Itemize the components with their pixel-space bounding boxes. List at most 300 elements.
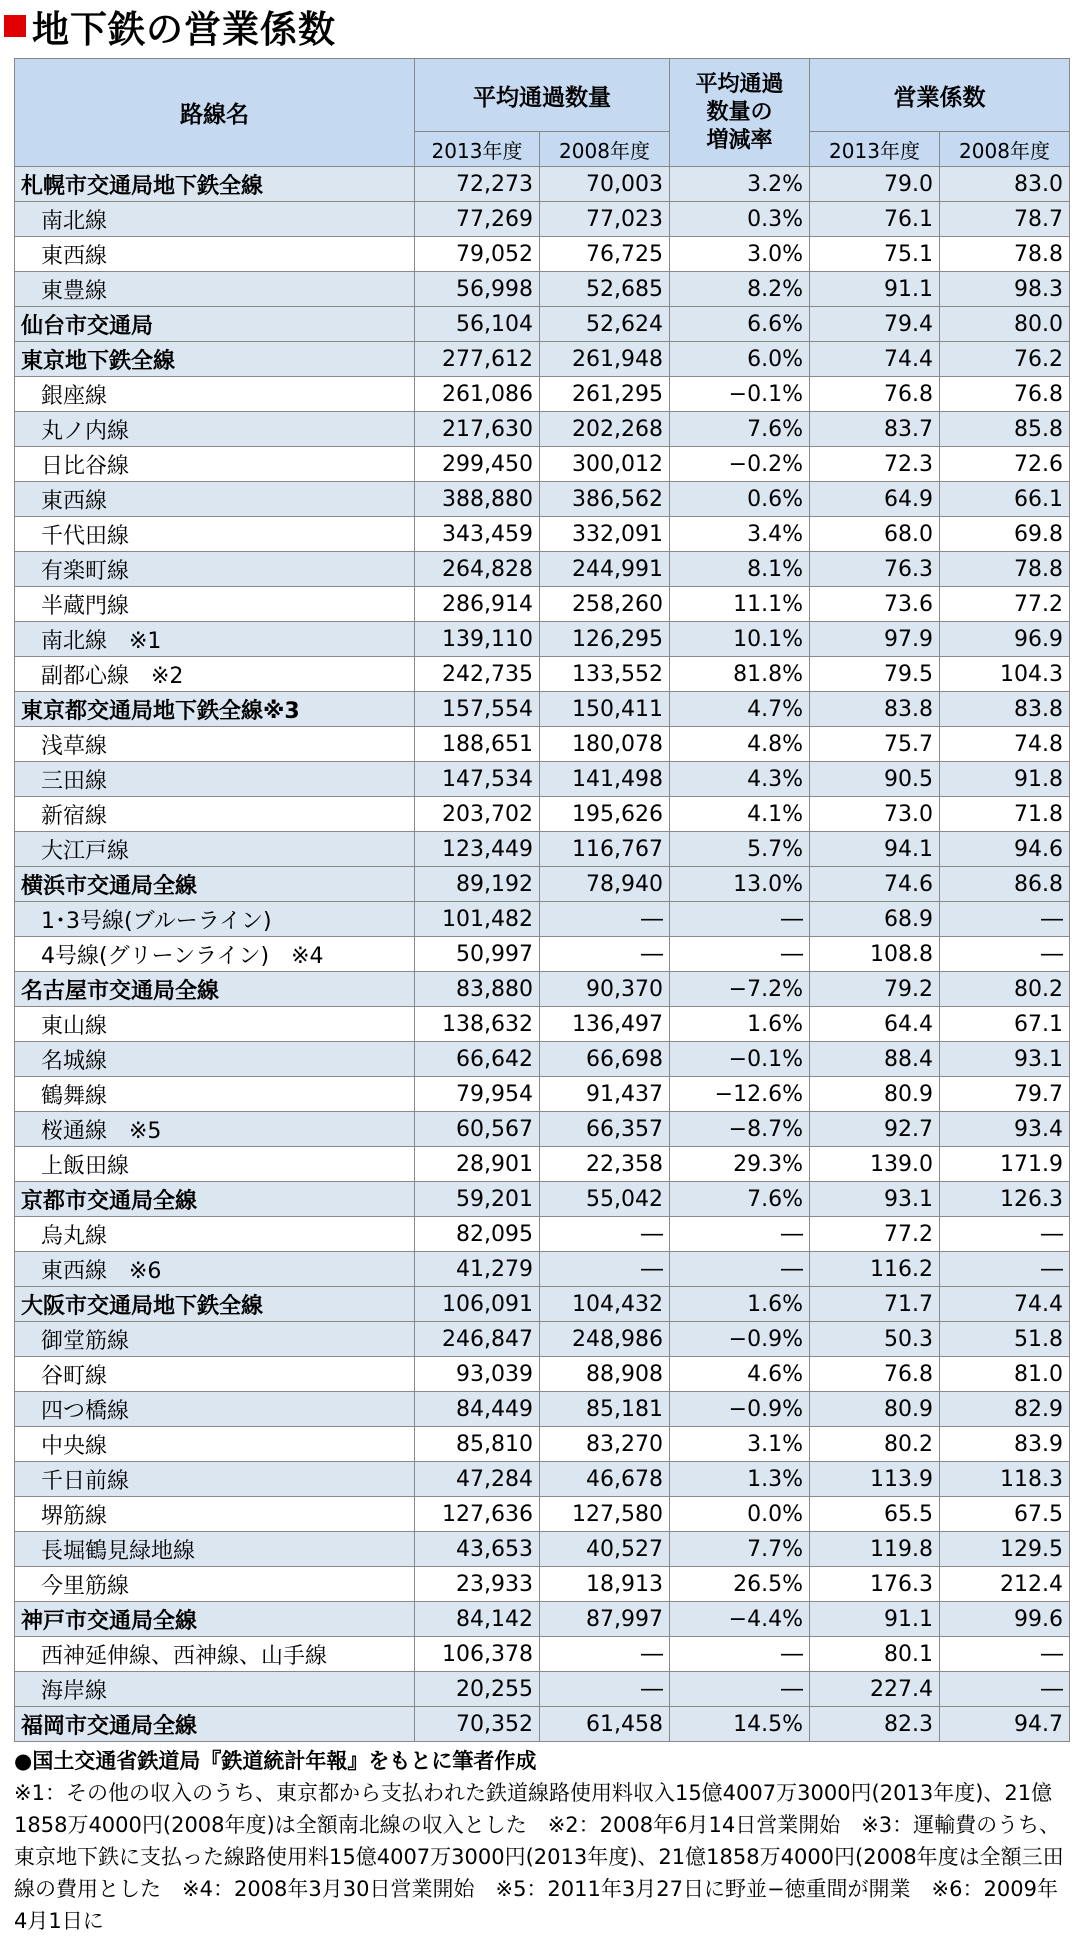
route-name-cell: 三田線: [15, 762, 415, 797]
header-change-rate-l1: 平均通過: [695, 71, 784, 97]
route-name-cell: 浅草線: [15, 727, 415, 762]
ratio-2013-cell: 50.3: [810, 1322, 940, 1357]
ratio-2008-cell: 91.8: [940, 762, 1070, 797]
operating-ratio-table: [14, 58, 1070, 1742]
traffic-2013-cell: 59,201: [415, 1182, 540, 1217]
traffic-2008-cell: ―: [540, 1252, 670, 1287]
route-name-cell: 名城線: [15, 1042, 415, 1077]
ratio-2013-cell: 68.0: [810, 517, 940, 552]
ratio-2008-cell: 118.3: [940, 1462, 1070, 1497]
ratio-2013-cell: 113.9: [810, 1462, 940, 1497]
ratio-2013-cell: 76.1: [810, 202, 940, 237]
table-row: [15, 587, 1070, 622]
traffic-2008-cell: 261,948: [540, 342, 670, 377]
traffic-2008-cell: 88,908: [540, 1357, 670, 1392]
ratio-2008-cell: 76.2: [940, 342, 1070, 377]
table-row: [15, 1602, 1070, 1637]
traffic-2013-cell: 101,482: [415, 902, 540, 937]
traffic-2013-cell: 127,636: [415, 1497, 540, 1532]
ratio-2008-cell: 86.8: [940, 867, 1070, 902]
ratio-2013-cell: 76.3: [810, 552, 940, 587]
table-row: [15, 937, 1070, 972]
route-name-cell: 南北線 ※1: [15, 622, 415, 657]
table-row: [15, 657, 1070, 692]
change-rate-cell: 7.7%: [670, 1532, 810, 1567]
ratio-2008-cell: ―: [940, 1217, 1070, 1252]
ratio-2008-cell: 72.6: [940, 447, 1070, 482]
ratio-2013-cell: 176.3: [810, 1567, 940, 1602]
ratio-2008-cell: 79.7: [940, 1077, 1070, 1112]
route-name-cell: 御堂筋線: [15, 1322, 415, 1357]
ratio-2008-cell: ―: [940, 1672, 1070, 1707]
traffic-2008-cell: 386,562: [540, 482, 670, 517]
route-name-cell: 東京地下鉄全線: [15, 342, 415, 377]
traffic-2013-cell: 83,880: [415, 972, 540, 1007]
table-row: [15, 307, 1070, 342]
table-row: [15, 1217, 1070, 1252]
route-name-cell: 新宿線: [15, 797, 415, 832]
ratio-2008-cell: 80.0: [940, 307, 1070, 342]
route-name-cell: 札幌市交通局地下鉄全線: [15, 167, 415, 202]
ratio-2008-cell: 80.2: [940, 972, 1070, 1007]
ratio-2008-cell: 96.9: [940, 622, 1070, 657]
table-row: [15, 1392, 1070, 1427]
ratio-2013-cell: 80.2: [810, 1427, 940, 1462]
ratio-2008-cell: 94.7: [940, 1707, 1070, 1742]
traffic-2008-cell: 66,698: [540, 1042, 670, 1077]
change-rate-cell: 7.6%: [670, 412, 810, 447]
change-rate-cell: 11.1%: [670, 587, 810, 622]
change-rate-cell: 1.3%: [670, 1462, 810, 1497]
traffic-2008-cell: 261,295: [540, 377, 670, 412]
ratio-2013-cell: 80.9: [810, 1392, 940, 1427]
ratio-2013-cell: 139.0: [810, 1147, 940, 1182]
ratio-2013-cell: 76.8: [810, 1357, 940, 1392]
ratio-2013-cell: 73.0: [810, 797, 940, 832]
table-row: [15, 1462, 1070, 1497]
ratio-2008-cell: 85.8: [940, 412, 1070, 447]
route-name-cell: 上飯田線: [15, 1147, 415, 1182]
ratio-2013-cell: 64.4: [810, 1007, 940, 1042]
table-row: [15, 482, 1070, 517]
traffic-2008-cell: 300,012: [540, 447, 670, 482]
change-rate-cell: 4.7%: [670, 692, 810, 727]
ratio-2008-cell: 67.1: [940, 1007, 1070, 1042]
ratio-2013-cell: 82.3: [810, 1707, 940, 1742]
ratio-2013-cell: 116.2: [810, 1252, 940, 1287]
ratio-2008-cell: ―: [940, 1637, 1070, 1672]
traffic-2013-cell: 70,352: [415, 1707, 540, 1742]
route-name-cell: 海岸線: [15, 1672, 415, 1707]
route-name-cell: 鶴舞線: [15, 1077, 415, 1112]
route-name-cell: 東西線: [15, 482, 415, 517]
route-name-cell: 4号線(グリーンライン) ※4: [15, 937, 415, 972]
table-row: [15, 902, 1070, 937]
traffic-2008-cell: 40,527: [540, 1532, 670, 1567]
change-rate-cell: ―: [670, 1637, 810, 1672]
traffic-2013-cell: 66,642: [415, 1042, 540, 1077]
change-rate-cell: 5.7%: [670, 832, 810, 867]
traffic-2013-cell: 82,095: [415, 1217, 540, 1252]
traffic-2013-cell: 84,142: [415, 1602, 540, 1637]
ratio-2008-cell: ―: [940, 937, 1070, 972]
traffic-2013-cell: 264,828: [415, 552, 540, 587]
traffic-2013-cell: 43,653: [415, 1532, 540, 1567]
table-row: [15, 1077, 1070, 1112]
route-name-cell: 今里筋線: [15, 1567, 415, 1602]
traffic-2008-cell: 52,624: [540, 307, 670, 342]
traffic-2013-cell: 106,091: [415, 1287, 540, 1322]
ratio-2008-cell: 212.4: [940, 1567, 1070, 1602]
route-name-cell: 仙台市交通局: [15, 307, 415, 342]
traffic-2008-cell: 116,767: [540, 832, 670, 867]
traffic-2008-cell: 55,042: [540, 1182, 670, 1217]
traffic-2008-cell: 66,357: [540, 1112, 670, 1147]
table-row: [15, 1322, 1070, 1357]
route-name-cell: 大江戸線: [15, 832, 415, 867]
ratio-2008-cell: 77.2: [940, 587, 1070, 622]
ratio-2008-cell: 74.4: [940, 1287, 1070, 1322]
ratio-2008-cell: 98.3: [940, 272, 1070, 307]
traffic-2013-cell: 20,255: [415, 1672, 540, 1707]
table-row: [15, 1042, 1070, 1077]
ratio-2008-cell: 93.1: [940, 1042, 1070, 1077]
table-row: [15, 552, 1070, 587]
ratio-2008-cell: 171.9: [940, 1147, 1070, 1182]
table-row: [15, 237, 1070, 272]
route-name-cell: 長堀鶴見緑地線: [15, 1532, 415, 1567]
ratio-2008-cell: 74.8: [940, 727, 1070, 762]
change-rate-cell: −0.1%: [670, 1042, 810, 1077]
traffic-2008-cell: ―: [540, 902, 670, 937]
change-rate-cell: −12.6%: [670, 1077, 810, 1112]
ratio-2008-cell: 83.9: [940, 1427, 1070, 1462]
table-row: [15, 1147, 1070, 1182]
traffic-2013-cell: 123,449: [415, 832, 540, 867]
route-name-cell: 横浜市交通局全線: [15, 867, 415, 902]
traffic-2008-cell: 258,260: [540, 587, 670, 622]
change-rate-cell: −0.9%: [670, 1392, 810, 1427]
traffic-2008-cell: 136,497: [540, 1007, 670, 1042]
ratio-2013-cell: 64.9: [810, 482, 940, 517]
traffic-2013-cell: 77,269: [415, 202, 540, 237]
traffic-2013-cell: 50,997: [415, 937, 540, 972]
table-row: [15, 1707, 1070, 1742]
traffic-2013-cell: 28,901: [415, 1147, 540, 1182]
traffic-2013-cell: 106,378: [415, 1637, 540, 1672]
ratio-2008-cell: 83.0: [940, 167, 1070, 202]
change-rate-cell: ―: [670, 937, 810, 972]
traffic-2013-cell: 79,052: [415, 237, 540, 272]
traffic-2008-cell: 180,078: [540, 727, 670, 762]
change-rate-cell: −8.7%: [670, 1112, 810, 1147]
traffic-2013-cell: 47,284: [415, 1462, 540, 1497]
traffic-2013-cell: 203,702: [415, 797, 540, 832]
header-avg-traffic: 平均通過数量: [415, 59, 670, 132]
ratio-2013-cell: 65.5: [810, 1497, 940, 1532]
traffic-2013-cell: 217,630: [415, 412, 540, 447]
ratio-2013-cell: 91.1: [810, 272, 940, 307]
table-row: [15, 1672, 1070, 1707]
table-row: [15, 762, 1070, 797]
header-ratio-2013: 2013年度: [810, 132, 940, 167]
traffic-2008-cell: 78,940: [540, 867, 670, 902]
ratio-2013-cell: 75.7: [810, 727, 940, 762]
traffic-2013-cell: 157,554: [415, 692, 540, 727]
ratio-2013-cell: 97.9: [810, 622, 940, 657]
table-row: [15, 1287, 1070, 1322]
header-route: 路線名: [15, 59, 415, 167]
ratio-2013-cell: 88.4: [810, 1042, 940, 1077]
page-title: [4, 2, 336, 50]
ratio-2008-cell: 69.8: [940, 517, 1070, 552]
route-name-cell: 東豊線: [15, 272, 415, 307]
change-rate-cell: 10.1%: [670, 622, 810, 657]
change-rate-cell: ―: [670, 1252, 810, 1287]
traffic-2008-cell: 104,432: [540, 1287, 670, 1322]
ratio-2008-cell: 82.9: [940, 1392, 1070, 1427]
traffic-2008-cell: ―: [540, 1217, 670, 1252]
ratio-2008-cell: 51.8: [940, 1322, 1070, 1357]
route-name-cell: 名古屋市交通局全線: [15, 972, 415, 1007]
route-name-cell: 半蔵門線: [15, 587, 415, 622]
ratio-2013-cell: 227.4: [810, 1672, 940, 1707]
change-rate-cell: 13.0%: [670, 867, 810, 902]
traffic-2008-cell: 91,437: [540, 1077, 670, 1112]
traffic-2008-cell: 126,295: [540, 622, 670, 657]
ratio-2013-cell: 68.9: [810, 902, 940, 937]
table-row: [15, 272, 1070, 307]
route-name-cell: 桜通線 ※5: [15, 1112, 415, 1147]
route-name-cell: 千代田線: [15, 517, 415, 552]
traffic-2013-cell: 89,192: [415, 867, 540, 902]
ratio-2008-cell: 104.3: [940, 657, 1070, 692]
change-rate-cell: ―: [670, 1672, 810, 1707]
traffic-2008-cell: ―: [540, 937, 670, 972]
route-name-cell: 千日前線: [15, 1462, 415, 1497]
change-rate-cell: 4.1%: [670, 797, 810, 832]
ratio-2013-cell: 119.8: [810, 1532, 940, 1567]
route-name-cell: 大阪市交通局地下鉄全線: [15, 1287, 415, 1322]
change-rate-cell: 29.3%: [670, 1147, 810, 1182]
table-row: [15, 1567, 1070, 1602]
table-row: [15, 412, 1070, 447]
ratio-2013-cell: 108.8: [810, 937, 940, 972]
ratio-2008-cell: ―: [940, 1252, 1070, 1287]
table-row: [15, 832, 1070, 867]
traffic-2008-cell: 22,358: [540, 1147, 670, 1182]
traffic-2013-cell: 23,933: [415, 1567, 540, 1602]
route-name-cell: 副都心線 ※2: [15, 657, 415, 692]
change-rate-cell: 14.5%: [670, 1707, 810, 1742]
table-row: [15, 1252, 1070, 1287]
ratio-2013-cell: 74.6: [810, 867, 940, 902]
ratio-2008-cell: 93.4: [940, 1112, 1070, 1147]
ratio-2013-cell: 91.1: [810, 1602, 940, 1637]
ratio-2008-cell: 78.8: [940, 237, 1070, 272]
ratio-2013-cell: 77.2: [810, 1217, 940, 1252]
ratio-2013-cell: 83.7: [810, 412, 940, 447]
route-name-cell: 堺筋線: [15, 1497, 415, 1532]
table-row: [15, 1497, 1070, 1532]
route-name-cell: 丸ノ内線: [15, 412, 415, 447]
route-name-cell: 中央線: [15, 1427, 415, 1462]
ratio-2013-cell: 75.1: [810, 237, 940, 272]
header-change-rate-l2: 数量の: [706, 99, 773, 125]
traffic-2008-cell: 202,268: [540, 412, 670, 447]
ratio-2008-cell: ―: [940, 902, 1070, 937]
traffic-2008-cell: 76,725: [540, 237, 670, 272]
ratio-2008-cell: 126.3: [940, 1182, 1070, 1217]
traffic-2013-cell: 56,104: [415, 307, 540, 342]
traffic-2008-cell: 87,997: [540, 1602, 670, 1637]
traffic-2013-cell: 41,279: [415, 1252, 540, 1287]
traffic-2008-cell: 85,181: [540, 1392, 670, 1427]
ratio-2013-cell: 73.6: [810, 587, 940, 622]
traffic-2013-cell: 246,847: [415, 1322, 540, 1357]
route-name-cell: 1･3号線(ブルーライン): [15, 902, 415, 937]
ratio-2013-cell: 79.4: [810, 307, 940, 342]
traffic-2013-cell: 72,273: [415, 167, 540, 202]
change-rate-cell: 3.0%: [670, 237, 810, 272]
change-rate-cell: 81.8%: [670, 657, 810, 692]
table-row: [15, 622, 1070, 657]
traffic-2008-cell: 141,498: [540, 762, 670, 797]
traffic-2013-cell: 79,954: [415, 1077, 540, 1112]
traffic-2008-cell: 52,685: [540, 272, 670, 307]
table-row: [15, 867, 1070, 902]
traffic-2013-cell: 93,039: [415, 1357, 540, 1392]
traffic-2013-cell: 188,651: [415, 727, 540, 762]
ratio-2013-cell: 79.2: [810, 972, 940, 1007]
table-row: [15, 727, 1070, 762]
header-traffic-2008: 2008年度: [540, 132, 670, 167]
traffic-2008-cell: 83,270: [540, 1427, 670, 1462]
traffic-2013-cell: 84,449: [415, 1392, 540, 1427]
change-rate-cell: 3.1%: [670, 1427, 810, 1462]
ratio-2013-cell: 79.5: [810, 657, 940, 692]
change-rate-cell: −7.2%: [670, 972, 810, 1007]
traffic-2013-cell: 261,086: [415, 377, 540, 412]
traffic-2013-cell: 286,914: [415, 587, 540, 622]
ratio-2008-cell: 78.7: [940, 202, 1070, 237]
change-rate-cell: 0.6%: [670, 482, 810, 517]
traffic-2008-cell: 18,913: [540, 1567, 670, 1602]
traffic-2013-cell: 60,567: [415, 1112, 540, 1147]
traffic-2013-cell: 139,110: [415, 622, 540, 657]
traffic-2008-cell: 195,626: [540, 797, 670, 832]
table-row: [15, 1007, 1070, 1042]
route-name-cell: 有楽町線: [15, 552, 415, 587]
header-traffic-2013: 2013年度: [415, 132, 540, 167]
traffic-2008-cell: 70,003: [540, 167, 670, 202]
change-rate-cell: 0.3%: [670, 202, 810, 237]
traffic-2008-cell: ―: [540, 1672, 670, 1707]
ratio-2008-cell: 129.5: [940, 1532, 1070, 1567]
traffic-2008-cell: 61,458: [540, 1707, 670, 1742]
source-note: ●国土交通省鉄道局『鉄道統計年報』をもとに筆者作成: [14, 1749, 537, 1773]
ratio-2008-cell: 78.8: [940, 552, 1070, 587]
route-name-cell: 東西線: [15, 237, 415, 272]
traffic-2013-cell: 147,534: [415, 762, 540, 797]
traffic-2013-cell: 277,612: [415, 342, 540, 377]
ratio-2013-cell: 90.5: [810, 762, 940, 797]
traffic-2013-cell: 299,450: [415, 447, 540, 482]
traffic-2013-cell: 56,998: [415, 272, 540, 307]
ratio-2008-cell: 81.0: [940, 1357, 1070, 1392]
change-rate-cell: −0.2%: [670, 447, 810, 482]
traffic-2008-cell: 332,091: [540, 517, 670, 552]
ratio-2008-cell: 71.8: [940, 797, 1070, 832]
title-text: 地下鉄の営業係数: [32, 8, 336, 51]
table-row: [15, 202, 1070, 237]
ratio-2013-cell: 80.9: [810, 1077, 940, 1112]
ratio-2013-cell: 93.1: [810, 1182, 940, 1217]
route-name-cell: 銀座線: [15, 377, 415, 412]
ratio-2013-cell: 92.7: [810, 1112, 940, 1147]
route-name-cell: 南北線: [15, 202, 415, 237]
traffic-2008-cell: 46,678: [540, 1462, 670, 1497]
route-name-cell: 四つ橋線: [15, 1392, 415, 1427]
table-row: [15, 1112, 1070, 1147]
change-rate-cell: ―: [670, 1217, 810, 1252]
table-row: [15, 972, 1070, 1007]
table-row: [15, 342, 1070, 377]
ratio-2013-cell: 79.0: [810, 167, 940, 202]
traffic-2008-cell: 248,986: [540, 1322, 670, 1357]
route-name-cell: 日比谷線: [15, 447, 415, 482]
change-rate-cell: 8.2%: [670, 272, 810, 307]
route-name-cell: 福岡市交通局全線: [15, 1707, 415, 1742]
traffic-2013-cell: 85,810: [415, 1427, 540, 1462]
traffic-2013-cell: 242,735: [415, 657, 540, 692]
change-rate-cell: 1.6%: [670, 1007, 810, 1042]
route-name-cell: 谷町線: [15, 1357, 415, 1392]
table-body: [15, 167, 1070, 1742]
ratio-2013-cell: 76.8: [810, 377, 940, 412]
change-rate-cell: 6.0%: [670, 342, 810, 377]
ratio-2008-cell: 66.1: [940, 482, 1070, 517]
route-name-cell: 東京都交通局地下鉄全線※3: [15, 692, 415, 727]
change-rate-cell: 26.5%: [670, 1567, 810, 1602]
header-operating-ratio: 営業係数: [810, 59, 1070, 132]
traffic-2008-cell: 133,552: [540, 657, 670, 692]
traffic-2008-cell: ―: [540, 1637, 670, 1672]
traffic-2008-cell: 77,023: [540, 202, 670, 237]
ratio-2008-cell: 83.8: [940, 692, 1070, 727]
table-row: [15, 797, 1070, 832]
route-name-cell: 東山線: [15, 1007, 415, 1042]
change-rate-cell: 4.8%: [670, 727, 810, 762]
table-row: [15, 167, 1070, 202]
traffic-2008-cell: 90,370: [540, 972, 670, 1007]
traffic-2013-cell: 343,459: [415, 517, 540, 552]
change-rate-cell: 1.6%: [670, 1287, 810, 1322]
change-rate-cell: ―: [670, 902, 810, 937]
ratio-2013-cell: 80.1: [810, 1637, 940, 1672]
header-change-rate-l3: 増減率: [706, 127, 773, 153]
traffic-2013-cell: 388,880: [415, 482, 540, 517]
change-rate-cell: 4.3%: [670, 762, 810, 797]
ratio-2008-cell: 67.5: [940, 1497, 1070, 1532]
ratio-2013-cell: 74.4: [810, 342, 940, 377]
change-rate-cell: 7.6%: [670, 1182, 810, 1217]
ratio-2013-cell: 83.8: [810, 692, 940, 727]
table-row: [15, 692, 1070, 727]
route-name-cell: 神戸市交通局全線: [15, 1602, 415, 1637]
ratio-2013-cell: 71.7: [810, 1287, 940, 1322]
change-rate-cell: −0.9%: [670, 1322, 810, 1357]
